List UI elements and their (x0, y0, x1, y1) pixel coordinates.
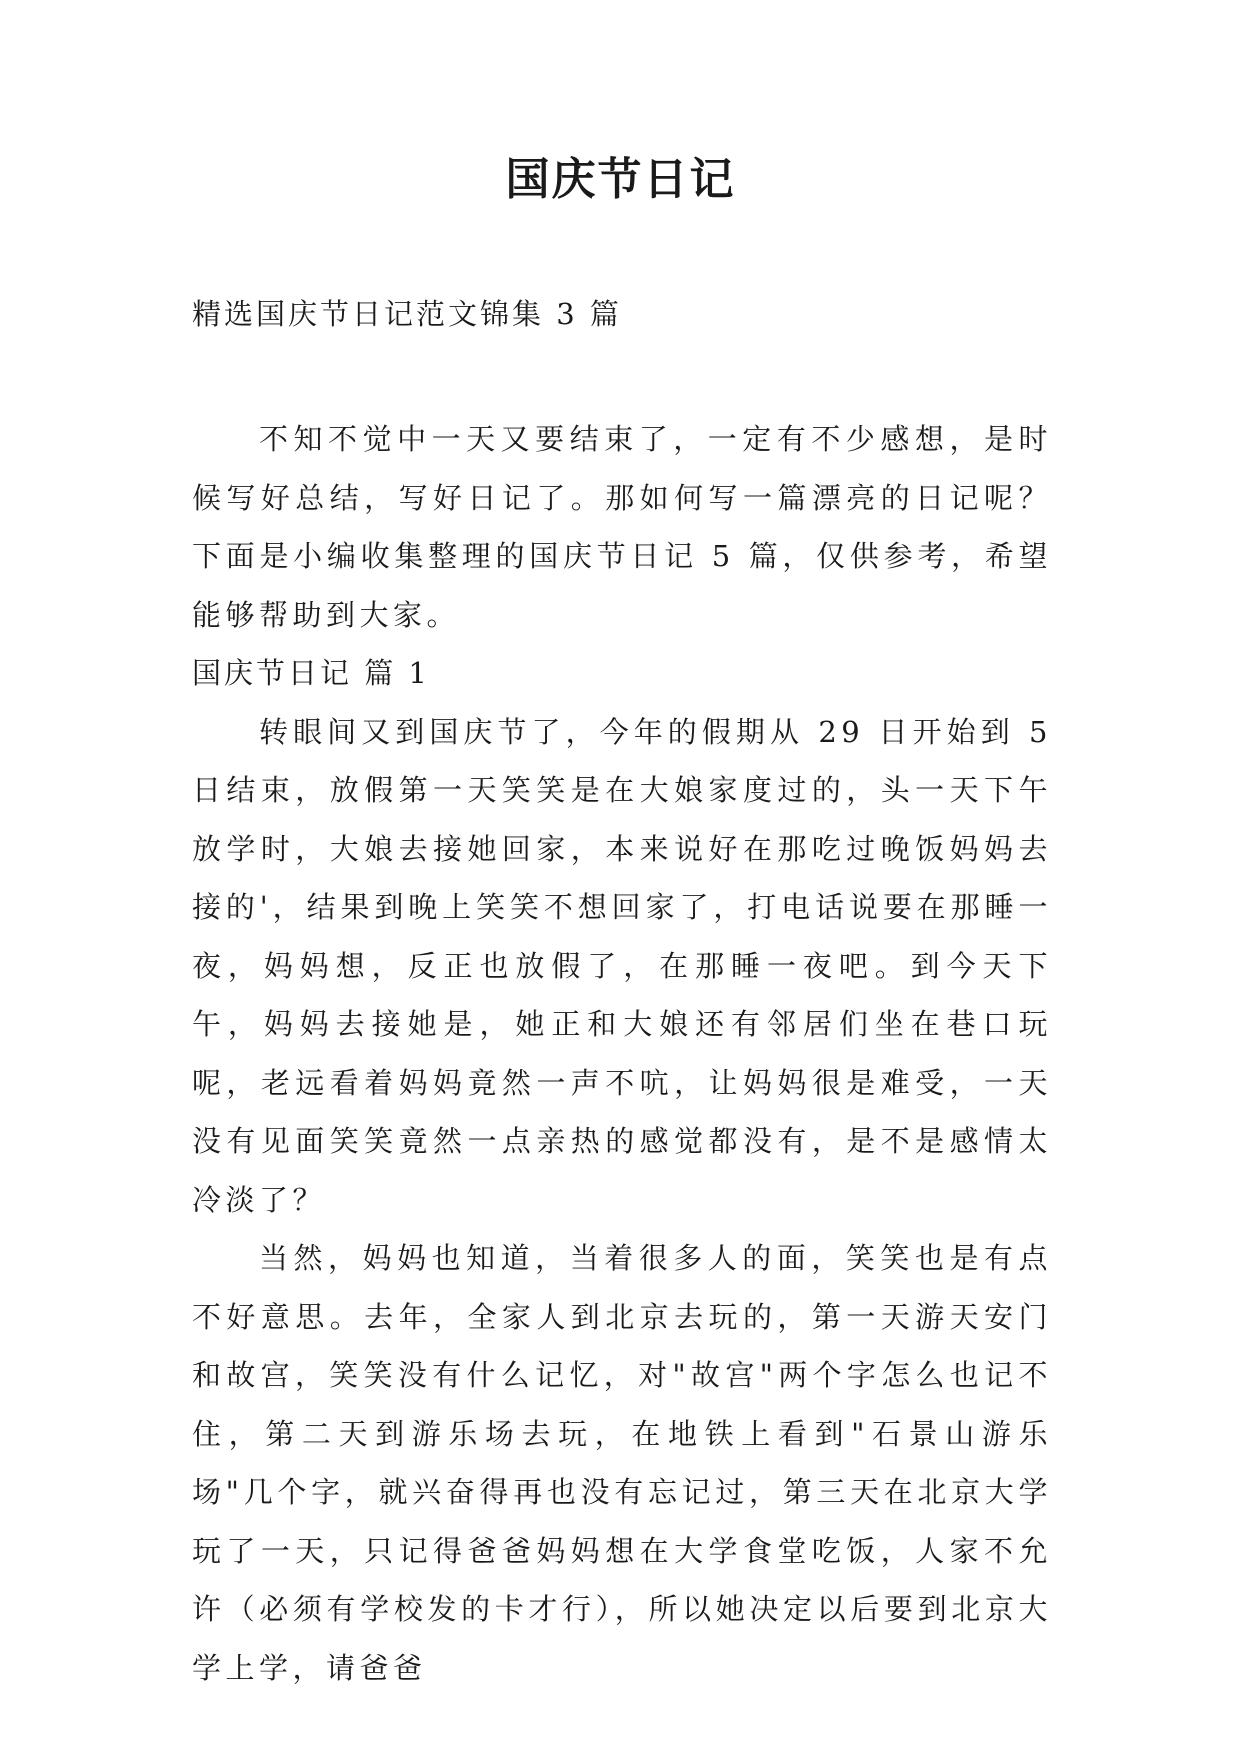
page-title: 国庆节日记 (505, 154, 736, 205)
body-paragraph: 转眼间又到国庆节了，今年的假期从 29 日开始到 5 日结束，放假第一天笑笑是在大娘家度过的，头一天下午放学时，大娘去接她回家，本来说好在那吃过晚饭妈妈去接的'，结果到晚上笑笑不想回家了，打电话说要在那睡一夜，妈妈想，反正也放假了，在那睡一夜吧。到今天下午，妈妈去接她是，她正和大娘还有邻居们坐在巷口玩呢，老远看着妈妈竟然一声不吭，让妈妈很是难受，一天没有见面笑笑竟然一点亲热的感觉都没有，是不是感情太冷淡了？ (192, 714, 1052, 1217)
document-subtitle: 精选国庆节日记范文锦集 3 篇 (192, 297, 622, 331)
section-heading: 国庆节日记 篇 1 (192, 656, 430, 690)
intro-paragraph: 不知不觉中一天又要结束了，一定有不少感想，是时候写好总结，写好日记了。那如何写一篇漂亮的日记呢？下面是小编收集整理的国庆节日记 5 篇，仅供参考，希望能够帮助到大家。 (192, 422, 1052, 632)
body-paragraph: 当然，妈妈也知道，当着很多人的面，笑笑也是有点不好意思。去年，全家人到北京去玩的，第一天游天安门和故宫，笑笑没有什么记忆，对"故宫"两个字怎么也记不住，第二天到游乐场去玩，在地铁上看到"石景山游乐场"几个字，就兴奋得再也没有忘记过，第三天在北京大学玩了一天，只记得爸爸妈妈想在大学食堂吃饭，人家不允许（必须有学校发的卡才行），所以她决定以后要到北京大学上学，请爸爸 (192, 1241, 1052, 1685)
document-body (192, 410, 1052, 1697)
